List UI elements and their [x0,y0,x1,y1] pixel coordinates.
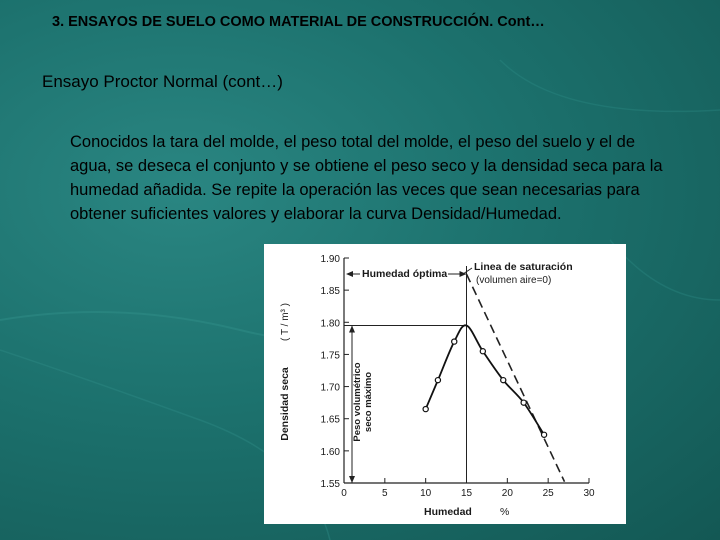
optimum-label: Humedad óptima [362,268,448,280]
slide-title: 3. ENSAYOS DE SUELO COMO MATERIAL DE CONSTRUCCIÓN. Cont… [52,14,545,30]
data-point [480,349,485,354]
y-tick-label: 1.60 [320,446,340,458]
y-tick-label: 1.85 [320,286,340,298]
data-point [435,378,440,383]
y-tick-label: 1.80 [320,318,340,330]
data-point [501,378,506,383]
x-tick-label: 10 [420,488,432,499]
y-tick-label: 1.55 [320,479,340,490]
body-paragraph: Conocidos la tara del molde, el peso total del molde, el peso del suelo y el de agua, se deseca el conjunto y se obtiene el peso seco y la densidad seca para la humedad añadida. Se repite la operación las veces que sean necesarias para obtener suficientes valores y elaborar la curva Densidad/Humedad. [70,133,663,223]
y-tick-label: 1.65 [320,414,340,426]
y-axis-unit: ( T / m³ ) [280,303,291,341]
max-density-label-line2: seco máximo [363,371,374,433]
x-tick-label: 15 [460,488,473,499]
data-point [423,406,428,411]
max-density-arrow-head-bottom [349,476,355,483]
optimum-arrow-head-left [346,271,353,277]
x-tick-label: 5 [382,488,388,499]
saturation-label-line2: (volumen aire=0) [476,275,552,286]
x-tick-label: 25 [542,488,554,499]
slide-subtitle: Ensayo Proctor Normal (cont…) [42,72,283,91]
x-tick-label: 0 [341,488,347,499]
x-axis-unit: % [500,506,510,518]
x-tick-label: 20 [501,488,513,499]
y-tick-label: 1.70 [320,382,340,394]
data-point [541,432,546,437]
x-tick-label: 30 [583,488,595,499]
y-axis-label: Densidad seca [279,367,291,441]
data-point [521,400,526,405]
saturation-label-line1: Linea de saturación [474,261,573,273]
max-density-arrow-head-top [349,326,355,333]
proctor-chart [264,244,626,524]
max-density-label-line1: Peso volumétrico [352,362,363,442]
compaction-curve [426,325,544,434]
data-point [452,339,457,344]
x-axis-label: Humedad [424,506,472,518]
proctor-chart-svg [264,244,626,524]
saturation-line [467,274,565,482]
y-tick-label: 1.90 [320,254,340,265]
y-tick-label: 1.75 [320,350,340,362]
